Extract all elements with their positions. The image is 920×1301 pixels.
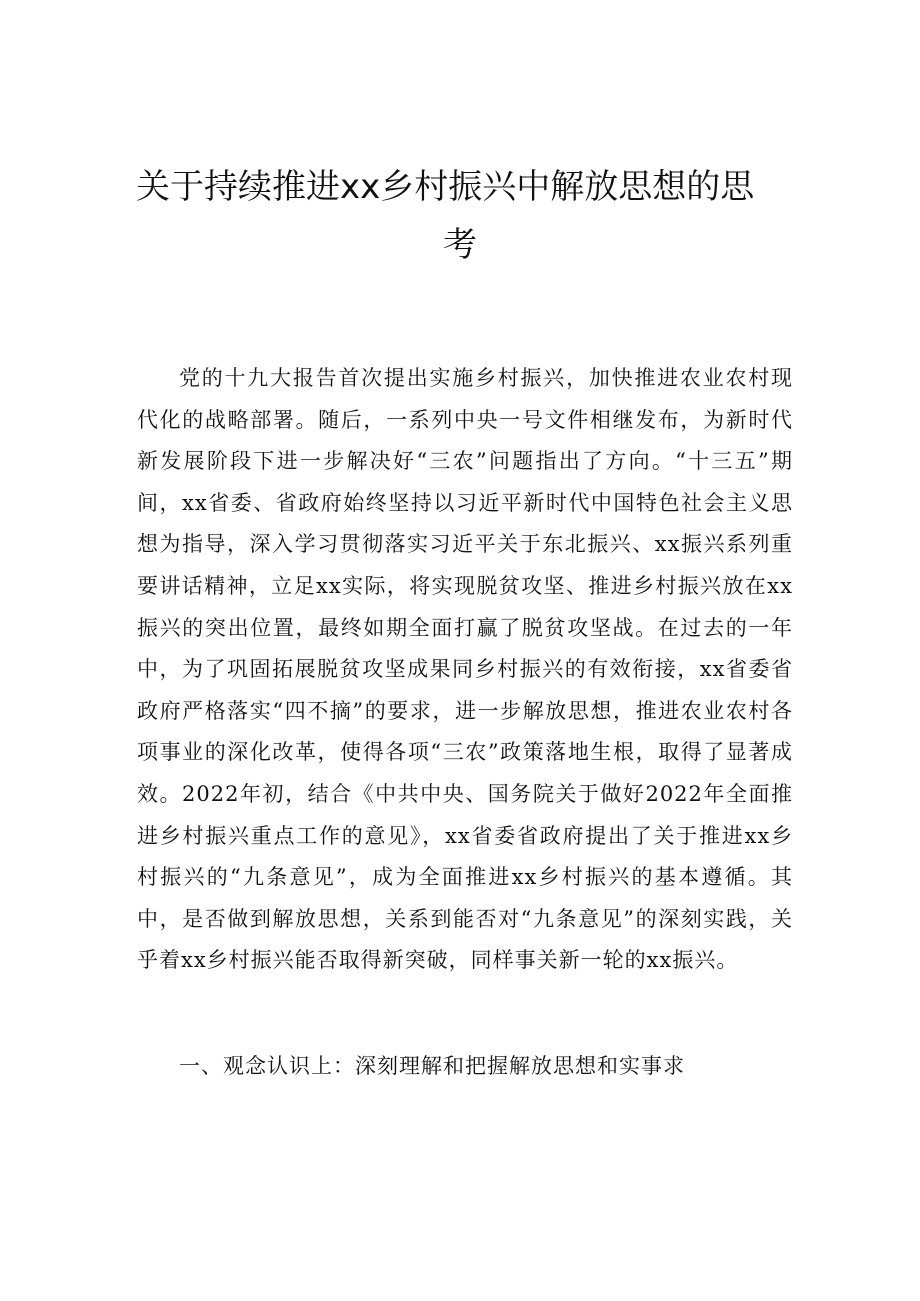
document-title-line-1: 关于持续推进xx乡村振兴中解放思想的思 — [136, 167, 755, 207]
document-body — [137, 358, 793, 982]
document-title-line-2: 考 — [443, 225, 477, 265]
section-heading-1: 一、观念认识上：深刻理解和把握解放思想和实事求 — [179, 1054, 685, 1078]
body-paragraph-1: 党的十九大报告首次提出实施乡村振兴，加快推进农业农村现代化的战略部署。随后，一系列中央一号文件相继发布，为新时代新发展阶段下进一步解决好“三农”问题指出了方向。“十三五”期间，xx省委、省政府始终坚持以习近平新时代中国特色社会主义思想为指导，深入学习贯彻落实习近平关于东北振兴、xx振兴系列重要讲话精神，立足xx实际，将实现脱贫攻坚、推进乡村振兴放在xx振兴的突出位置，最终如期全面打赢了脱贫攻坚战。在过去的一年中，为了巩固拓展脱贫攻坚成果同乡村振兴的有效衔接，xx省委省政府严格落实“四不摘”的要求，进一步解放思想，推进农业农村各项事业的深化改革，使得各项“三农”政策落地生根，取得了显著成效。2022年初，结合《中共中央、国务院关于做好2022年全面推进乡村振兴重点工作的意见》，xx省委省政府提出了关于推进xx乡村振兴的“九条意见”，成为全面推进xx乡村振兴的基本遵循。其中，是否做到解放思想，关系到能否对“九条意见”的深刻实践，关乎着xx乡村振兴能否取得新突破，同样事关新一轮的xx振兴。 — [137, 366, 793, 973]
